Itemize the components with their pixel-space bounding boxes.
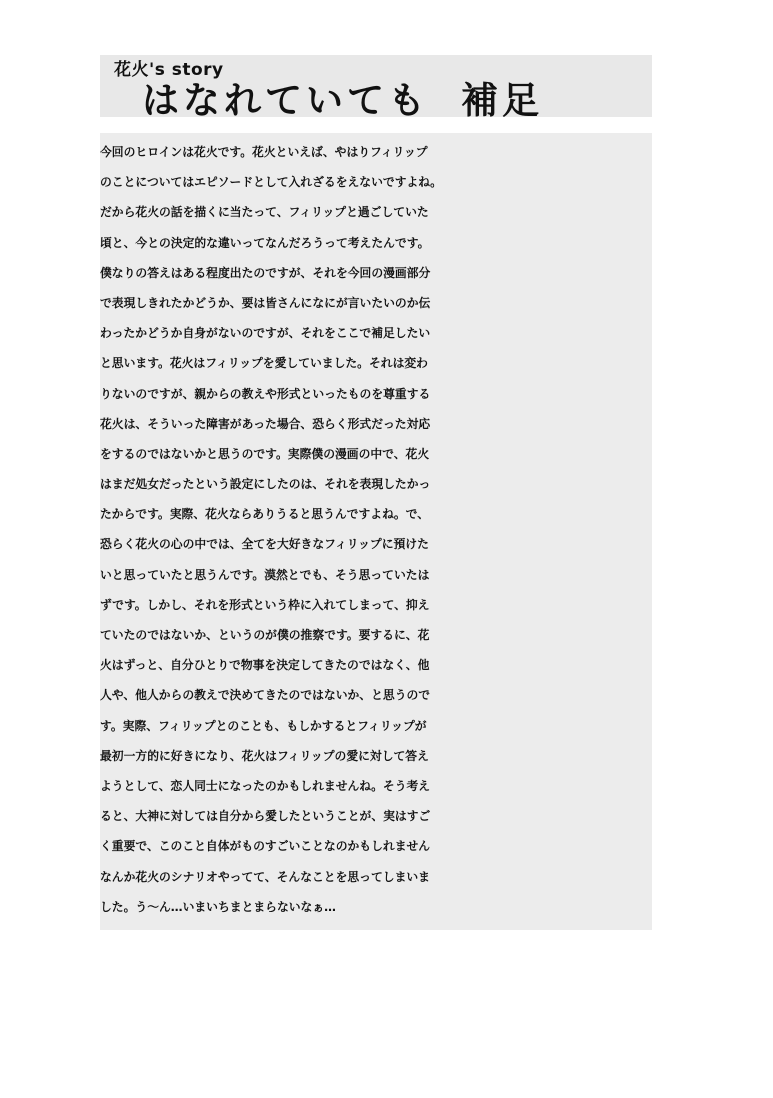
text-line: す。実際、フィリップとのことも、もしかするとフィリップが <box>100 718 427 733</box>
text-line: 最初一方的に好きになり、花火はフィリップの愛に対して答え <box>100 748 429 763</box>
text-line: く重要で、このこと自体がものすごいことなのかもしれません <box>100 839 431 854</box>
text-line: いと思っていたと思うんです。漠然とでも、そう思っていたは <box>100 567 430 582</box>
text-line: りないのですが、親からの教えや形式といったものを尊重する <box>100 386 431 401</box>
title-main: はなれていても <box>142 79 429 122</box>
text-line: のことについてはエピソードとして入れざるをえないですよね。 <box>100 175 442 190</box>
title-banner <box>100 55 652 122</box>
text-line: 恐らく花火の心の中では、全てを大好きなフィリップに預けた <box>100 537 429 552</box>
text-line: と思います。花火はフィリップを愛していました。それは変わ <box>100 356 428 371</box>
text-line: 火はずっと、自分ひとりで物事を決定してきたのではなく、他 <box>100 658 430 673</box>
title-suffix: 補足 <box>461 79 543 122</box>
text-line: 今回のヒロインは花火です。花火といえば、やはりフィリップ <box>100 145 428 159</box>
text-line: した。う〜ん…いまいちまとまらないなぁ… <box>100 899 336 914</box>
text-line: 人や、他人からの教えで決めてきたのではないか、と思うので <box>100 688 431 703</box>
text-line: 頃と、今との決定的な違いってなんだろうって考えたんです。 <box>100 235 430 250</box>
text-line: ると、大神に対しては自分から愛したということが、実はすご <box>100 809 431 824</box>
text-line: ようとして、恋人同士になったのかもしれませんね。そう考え <box>100 778 431 793</box>
text-line: たからです。実際、花火ならありうると思うんですよね。で、 <box>100 507 430 522</box>
text-line: をするのではないかと思うのです。実際僕の漫画の中で、花火 <box>100 446 430 461</box>
text-line: だから花火の話を描くに当たって、フィリップと過ごしていた <box>100 205 429 220</box>
text-line: 僕なりの答えはある程度出たのですが、それを今回の漫画部分 <box>100 265 431 280</box>
text-line: で表現しきれたかどうか、要は皆さんになにが言いたいのか伝 <box>100 295 431 310</box>
story-subtitle: 花火's story <box>114 60 224 80</box>
text-line: ずです。しかし、それを形式という枠に入れてしまって、抑え <box>100 597 430 612</box>
text-lines <box>100 137 652 922</box>
text-line: わったかどうか自身がないのですが、それをここで補足したい <box>100 326 431 341</box>
text-line: 花火は、そういった障害があった場合、恐らく形式だった対応 <box>100 416 431 431</box>
page-title <box>142 70 543 124</box>
afterword-text-block <box>100 133 652 930</box>
text-line: なんか花火のシナリオやってて、そんなことを思ってしまいま <box>100 869 430 884</box>
text-line: ていたのではないか、というのが僕の推察です。要するに、花 <box>100 628 430 642</box>
text-line: はまだ処女だったという設定にしたのは、それを表現したかっ <box>100 477 431 492</box>
